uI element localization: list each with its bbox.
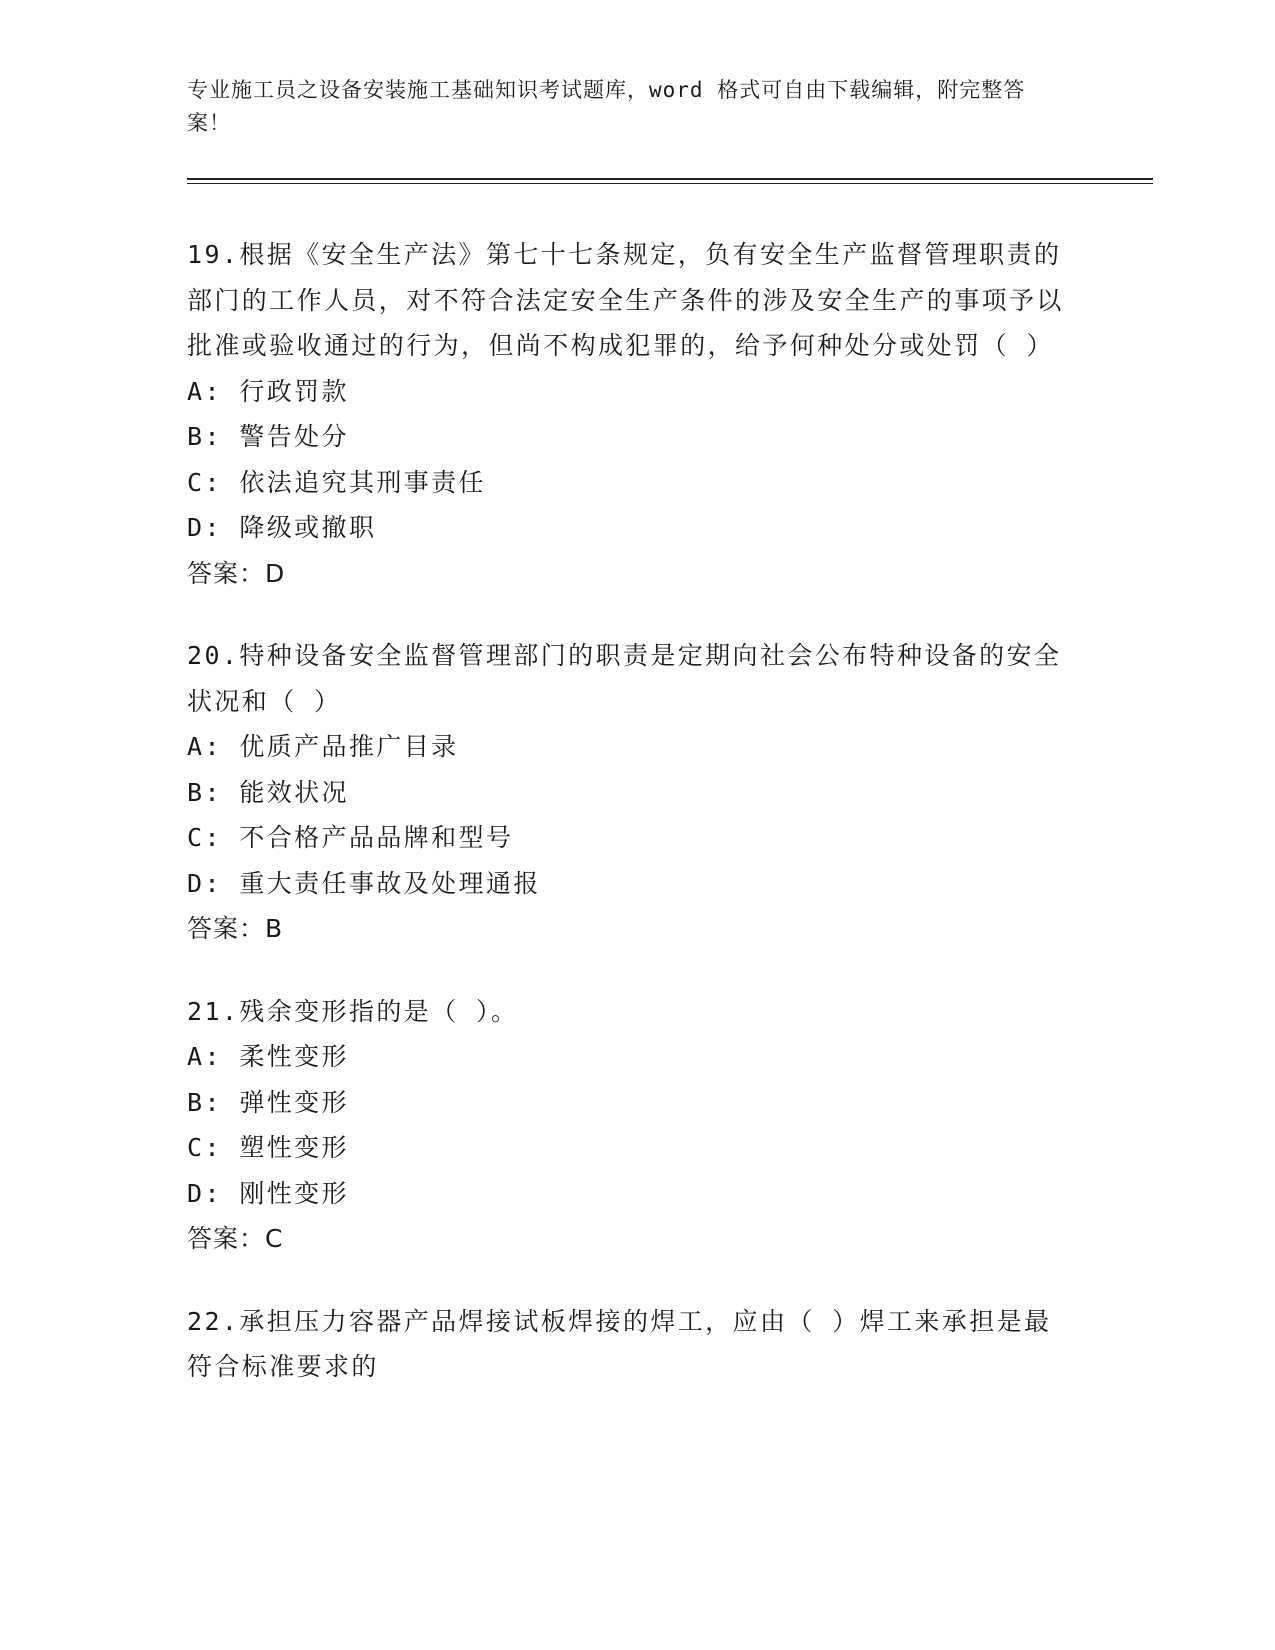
question-22 bbox=[187, 1299, 1087, 1390]
option-a: A: 行政罚款 bbox=[187, 376, 349, 406]
answer-line: 答案：B bbox=[187, 914, 284, 943]
option-d: D: 降级或撤职 bbox=[187, 513, 377, 542]
question-19 bbox=[187, 232, 1087, 596]
option-c: C: 不合格产品品牌和型号 bbox=[187, 823, 514, 852]
question-list bbox=[187, 232, 1087, 1427]
question-20 bbox=[187, 633, 1087, 952]
option-c: C: 依法追究其刑事责任 bbox=[187, 467, 486, 497]
option-d: D: 重大责任事故及处理通报 bbox=[187, 868, 541, 898]
option-b: B: 弹性变形 bbox=[187, 1087, 349, 1117]
question-text: 19.根据《安全生产法》第七十七条规定，负有安全生产监督管理职责的部门的工作人员，对不符合法定安全生产条件的涉及安全生产的事项予以批准或验收通过的行为，但尚不构成犯罪的，给予何种处分或处罚（ ） bbox=[187, 240, 1064, 360]
question-21 bbox=[187, 989, 1087, 1262]
option-b: B: 警告处分 bbox=[187, 422, 349, 451]
answer-line: 答案：C bbox=[187, 1224, 284, 1253]
option-c: C: 塑性变形 bbox=[187, 1133, 349, 1162]
question-text: 21.残余变形指的是（ ）。 bbox=[187, 996, 519, 1026]
question-text: 22.承担压力容器产品焊接试板焊接的焊工，应由（ ）焊工来承担是最符合标准要求的 bbox=[187, 1306, 1052, 1381]
option-d: D: 刚性变形 bbox=[187, 1178, 349, 1208]
answer-line: 答案：D bbox=[187, 558, 286, 588]
question-text: 20.特种设备安全监督管理部门的职责是定期向社会公布特种设备的安全状况和（ ） bbox=[187, 641, 1062, 716]
option-b: B: 能效状况 bbox=[187, 777, 349, 807]
option-a: A: 柔性变形 bbox=[187, 1042, 349, 1071]
option-a: A: 优质产品推广目录 bbox=[187, 732, 459, 761]
header-rule-thick bbox=[187, 178, 1153, 180]
header-rule-thin bbox=[187, 183, 1153, 184]
document-header: 专业施工员之设备安装施工基础知识考试题库，word 格式可自由下载编辑，附完整答案！ bbox=[187, 78, 1026, 135]
